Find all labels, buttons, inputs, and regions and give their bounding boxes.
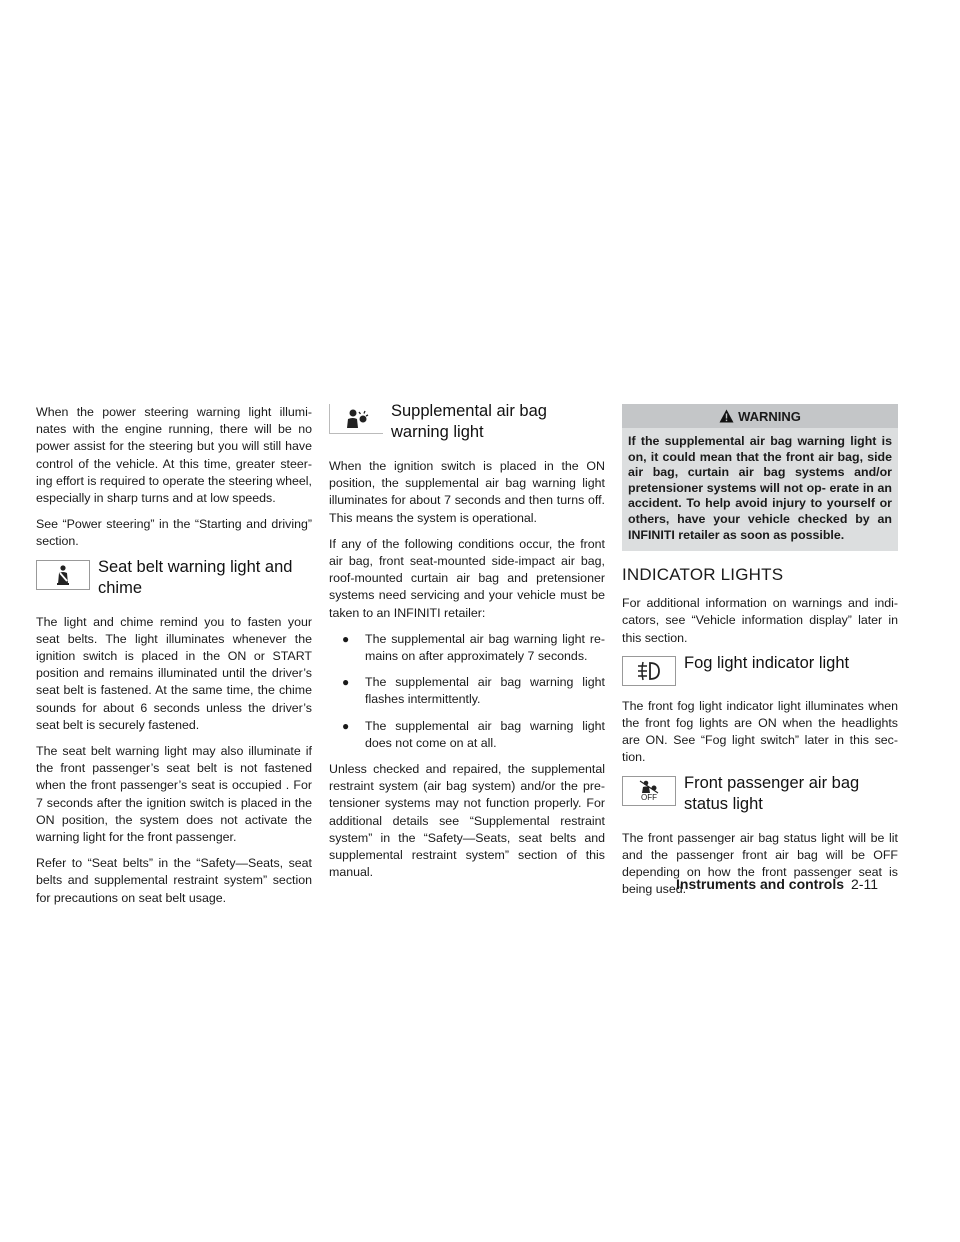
section-seatbelt [36, 557, 312, 602]
column-2 [329, 404, 605, 890]
page-number: 2-11 [851, 876, 879, 892]
paragraph: Refer to “Seat belts” in the “Safety—Seats, seat belts and supplemental restraint system” section for precautions on seat belt usage. [36, 856, 312, 905]
indicator-heading: INDICATOR LIGHTS [622, 565, 784, 585]
paragraph: If any of the following conditions occur, the front air bag, front seat-mounted side-impact air bag, roof-mounted curtain air bag and pretensioner systems need servicing and your vehicle must be taken to an INFINITI retailer: [329, 536, 605, 620]
airbag-person-icon [329, 404, 383, 434]
list-item: ● The supplemental air bag warning light flashes intermittently. [342, 675, 605, 707]
section-fog [622, 653, 898, 686]
footer-section: Instruments and controls [676, 876, 845, 892]
warning-triangle-icon [719, 409, 734, 423]
bullet-icon: ● [342, 675, 350, 690]
bullet-list [329, 631, 605, 752]
paragraph: When the power steering warning light illumi- nates with the engine running, there will be no power assist for the steering but you will still have control of the vehicle. At this time, greater steer- ing effort is required to operate the steering wheel, especially in sharp turns and at low speeds. [36, 405, 312, 506]
paragraph: The front passenger air bag status light will be lit and the passenger front air bag will be OFF depending on how the front passenger seat is being used. [622, 830, 898, 897]
warning-label: WARNING [738, 408, 801, 424]
section-passenger-airbag [622, 773, 898, 818]
section-title: Fog light indicator light [684, 653, 850, 672]
page-footer [676, 876, 878, 892]
off-label: OFF [641, 792, 657, 802]
section-title: Supplemental air bag warning light [391, 402, 547, 441]
fog-light-icon [622, 656, 676, 686]
warning-box [622, 404, 898, 551]
paragraph: The seat belt warning light may also illuminate if the front passenger’s seat belt is not fastened when the front passenger’s seat is occupied . For 7 seconds after the ignition switch is placed in the ON position, the system does not activate the warning light for the front passenger. [36, 744, 312, 845]
paragraph: See “Power steering” in the “Starting and driving” section. [36, 517, 312, 549]
warning-text: If the supplemental air bag warning light is on, it could mean that the front air bag, side air bag, curtain air bag systems and/or pretensioner systems will not op- erate in an accident. To help avoid injury to yourself or others, have your vehicle checked by an INFINITI retailer as soon as possible. [628, 434, 892, 542]
bullet-icon: ● [342, 718, 350, 733]
warning-header [622, 404, 898, 428]
list-item: ● The supplemental air bag warning light re- mains on after approximately 7 seconds. [342, 631, 605, 664]
bullet-icon: ● [342, 631, 350, 646]
column-1 [36, 404, 312, 916]
paragraph: When the ignition switch is placed in the ON position, the supplemental air bag warning light illuminates for about 7 seconds and then turns off. This means the system is operational. [329, 459, 605, 525]
section-title: Front passenger air bag status light [684, 773, 860, 813]
column-3 [622, 404, 898, 907]
paragraph: The light and chime remind you to fasten your seat belts. The light illuminates whenever the ignition switch is placed in the ON or START position and remains illuminated until the driver’s seat belt is fastened. At the same time, the chime sounds for about 6 seconds unless the driver’s seat belt is securely fastened. [36, 614, 312, 732]
paragraph: The front fog light indicator light illuminates when the front fog lights are ON when the headlights are ON. See “Fog light switch” later in this sec- tion. [622, 698, 898, 765]
passenger-airbag-off-icon [622, 776, 676, 806]
seatbelt-person-icon [36, 560, 90, 590]
paragraph: Unless checked and repaired, the supplemental restraint system (air bag system) and/or the pre- tensioner systems may not function properly. For additional details see “Supplemental restraint system” in the “Safety—Seats, seat belts and supplemental restraint system” section of this manual. [329, 762, 605, 880]
section-title: Seat belt warning light and chime [98, 557, 293, 597]
paragraph: For additional information on warnings and indi- cators, see “Vehicle information display” later in this section. [622, 596, 898, 645]
list-item: ● The supplemental air bag warning light does not come on at all. [342, 718, 605, 750]
section-airbag [329, 404, 605, 446]
